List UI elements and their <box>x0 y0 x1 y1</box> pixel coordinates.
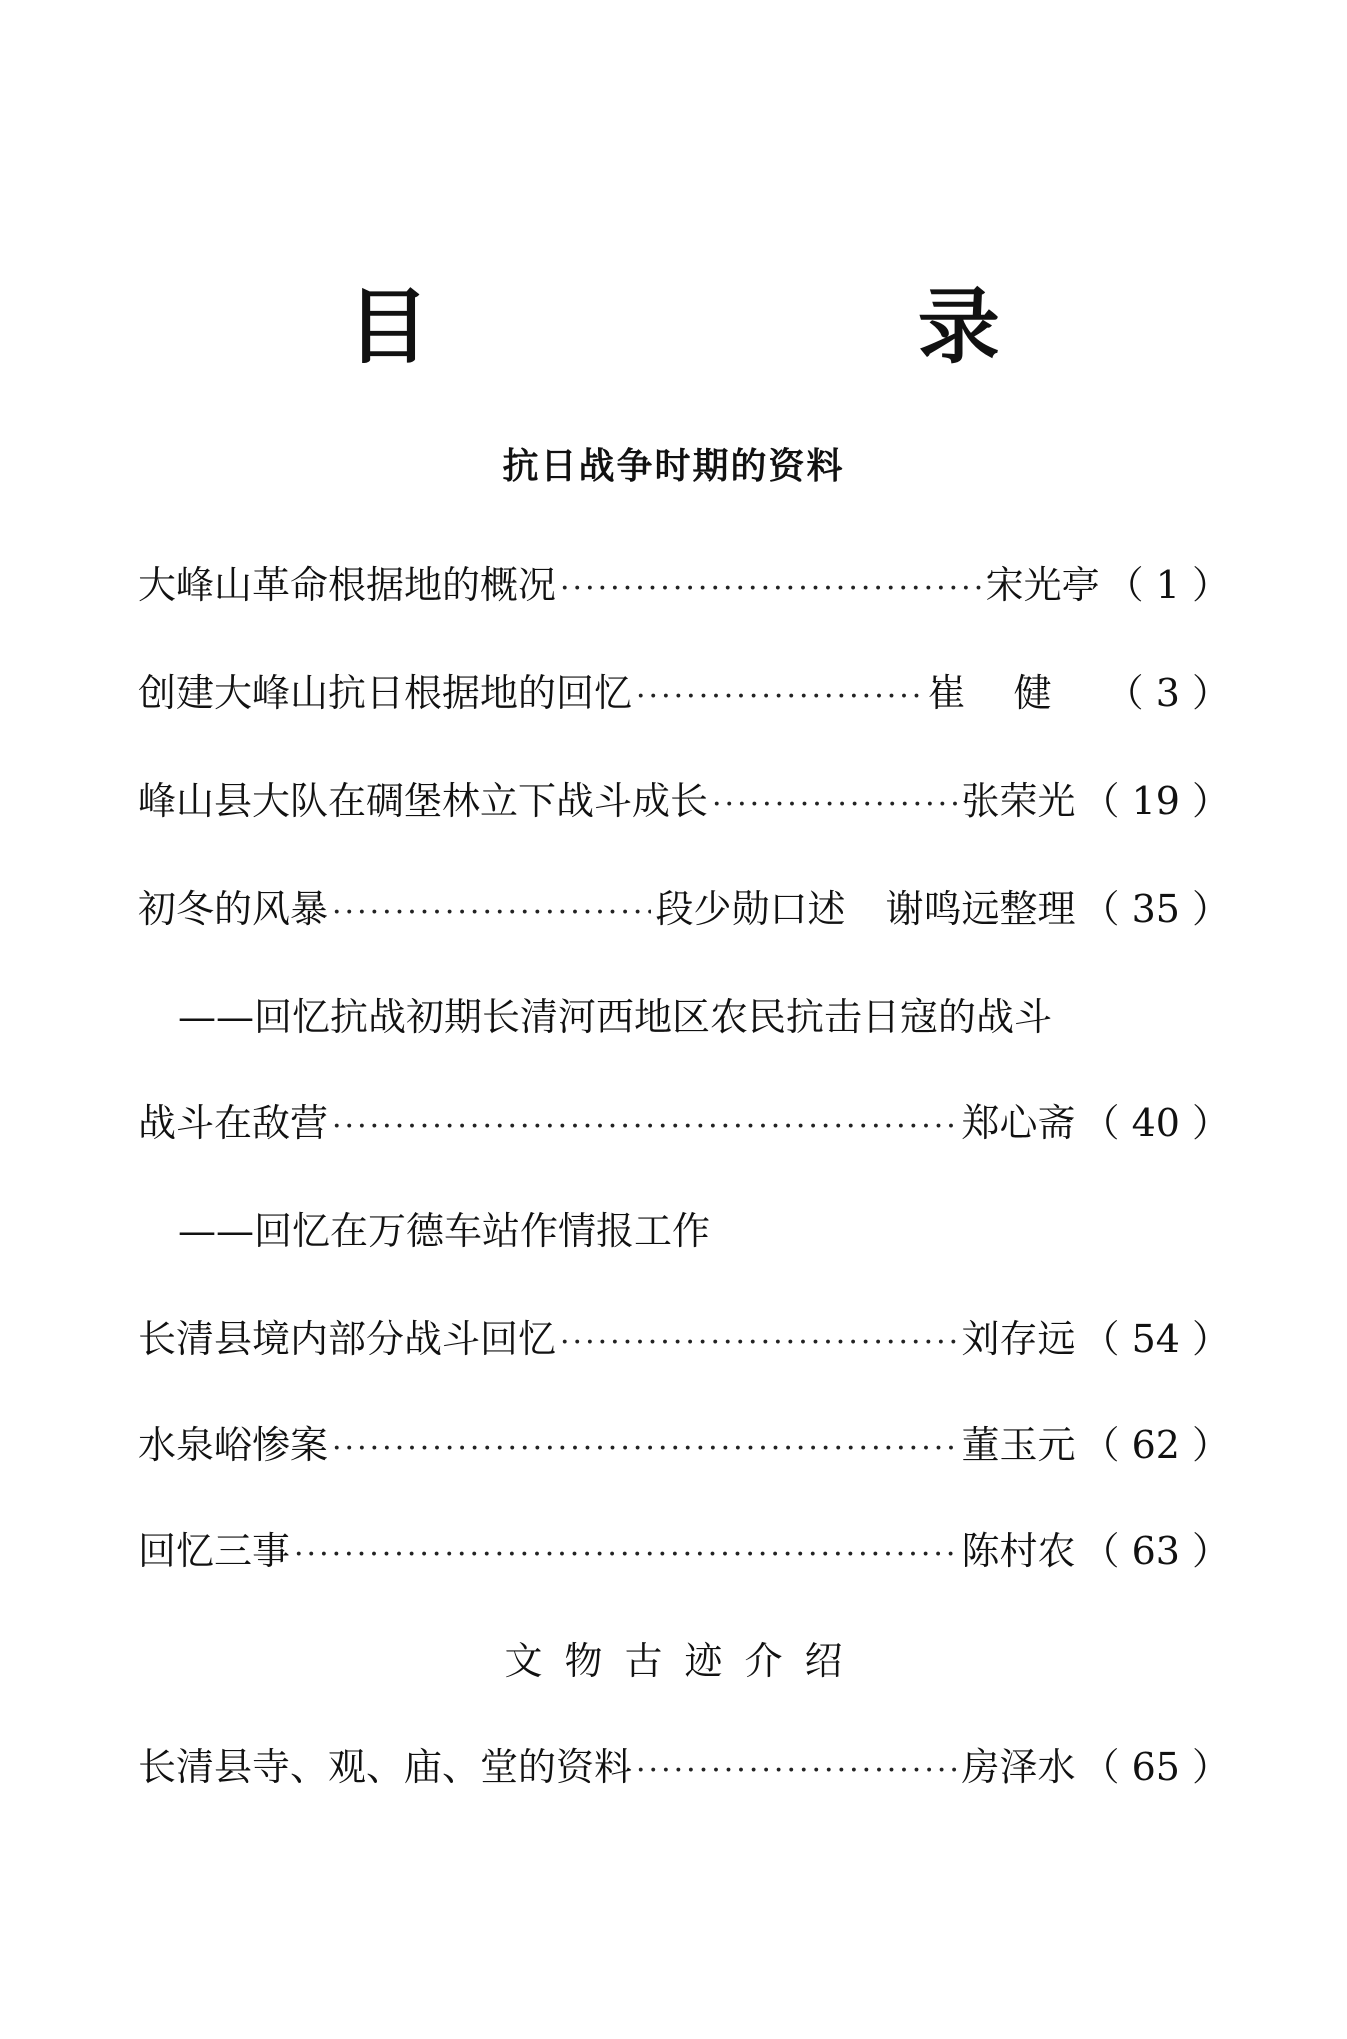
entry-author: 崔健 <box>927 671 1100 715</box>
toc-entry <box>138 1420 1230 1470</box>
entry-subtitle: ——回忆抗战初期长清河西地区农民抗击日寇的战斗 <box>178 995 1053 1039</box>
entry-author: 董玉元 <box>961 1423 1076 1467</box>
page-title: 目 录 <box>347 280 1230 375</box>
leader-dots <box>332 1424 957 1474</box>
entry-page: （ 65 ） <box>1081 1745 1230 1789</box>
entry-title: 水泉峪惨案 <box>138 1423 329 1467</box>
entry-editor: 谢鸣远整理 <box>885 887 1076 931</box>
entry-author: 房泽水 <box>961 1745 1076 1789</box>
section-heading-anti-japanese: 抗日战争时期的资料 <box>502 446 845 487</box>
leader-dots <box>560 564 982 614</box>
entry-page: （ 62 ） <box>1081 1423 1230 1467</box>
entry-page: （ 63 ） <box>1081 1529 1230 1573</box>
toc-entry <box>138 1526 1230 1576</box>
entry-page: （ 19 ） <box>1081 779 1230 823</box>
entry-author: 陈村农 <box>961 1529 1076 1573</box>
entry-author: 张荣光 <box>961 779 1076 823</box>
entry-author: 宋光亭 <box>985 563 1100 607</box>
entry-title: 峰山县大队在碉堡林立下战斗成长 <box>138 779 709 823</box>
leader-dots <box>636 1746 957 1796</box>
section-heading-cultural-relics: 文物古迹介绍 <box>504 1639 865 1683</box>
toc-entry <box>138 1314 1230 1364</box>
entry-author: 刘存远 <box>961 1317 1076 1361</box>
entry-page: （ 35 ） <box>1081 887 1230 931</box>
entry-title: 创建大峰山抗日根据地的回忆 <box>138 671 633 715</box>
leader-dots <box>636 672 924 722</box>
toc-entry <box>138 1098 1230 1148</box>
entry-subtitle: ——回忆在万德车站作情报工作 <box>178 1209 711 1253</box>
entry-narrator: 段少勋口述 <box>655 887 846 931</box>
entry-page: （ 54 ） <box>1081 1317 1230 1361</box>
toc-entry <box>138 776 1230 826</box>
entry-title: 战斗在敌营 <box>138 1101 329 1145</box>
leader-dots <box>332 1102 957 1152</box>
toc-entry <box>138 1742 1230 1792</box>
toc-entry <box>138 668 1230 718</box>
toc-entry <box>138 884 1230 934</box>
entry-title: 长清县境内部分战斗回忆 <box>138 1317 557 1361</box>
entry-title: 初冬的风暴 <box>138 887 329 931</box>
leader-dots <box>294 1530 957 1580</box>
toc-entry <box>138 560 1230 610</box>
entry-page: （ 1 ） <box>1105 563 1230 607</box>
leader-dots <box>712 780 957 830</box>
leader-dots <box>560 1318 957 1368</box>
entry-author: 郑心斋 <box>961 1101 1076 1145</box>
entry-page: （ 3 ） <box>1105 671 1230 715</box>
entry-title: 长清县寺、观、庙、堂的资料 <box>138 1745 633 1789</box>
entry-page: （ 40 ） <box>1081 1101 1230 1145</box>
entry-title: 大峰山革命根据地的概况 <box>138 563 557 607</box>
leader-dots <box>332 888 651 938</box>
entry-title: 回忆三事 <box>138 1529 291 1573</box>
